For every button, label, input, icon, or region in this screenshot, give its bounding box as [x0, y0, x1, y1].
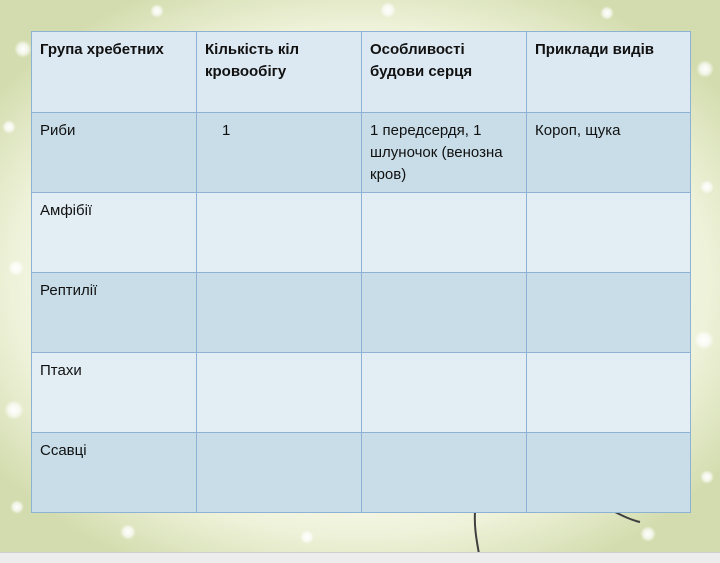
table-cell: Ссавці	[32, 433, 197, 513]
sparkle-decoration	[600, 6, 614, 20]
table-cell	[527, 273, 691, 353]
table-cell: Риби	[32, 113, 197, 193]
sparkle-decoration	[694, 330, 714, 350]
header-cell-heart-structure: Особливості будови серця	[362, 32, 527, 113]
table-cell: Амфібії	[32, 193, 197, 273]
table-row	[32, 113, 691, 193]
table-cell	[197, 193, 362, 273]
sparkle-decoration	[4, 400, 24, 420]
table-cell	[362, 353, 527, 433]
table-cell: Рептилії	[32, 273, 197, 353]
sparkle-decoration	[700, 470, 714, 484]
table-cell	[527, 433, 691, 513]
sparkle-decoration	[380, 2, 396, 18]
header-cell-circulation-count: Кількість кіл кровообігу	[197, 32, 362, 113]
sparkle-decoration	[700, 180, 714, 194]
branch-decoration	[455, 508, 655, 554]
header-cell-group: Група хребетних	[32, 32, 197, 113]
table-header-row	[32, 32, 691, 113]
table-row	[32, 273, 691, 353]
table-cell: Короп, щука	[527, 113, 691, 193]
header-cell-species-examples: Приклади видів	[527, 32, 691, 113]
table-row	[32, 353, 691, 433]
table-cell	[197, 273, 362, 353]
cell-text: 1	[222, 122, 231, 139]
table-cell	[197, 433, 362, 513]
table-cell	[197, 113, 362, 193]
sparkle-decoration	[300, 530, 314, 544]
vertebrates-circulation-table	[31, 31, 691, 513]
bottom-edge	[0, 552, 720, 563]
table-row	[32, 433, 691, 513]
sparkle-decoration	[150, 4, 164, 18]
sparkle-decoration	[2, 120, 16, 134]
sparkle-decoration	[120, 524, 136, 540]
sparkle-decoration	[10, 500, 24, 514]
sparkle-decoration	[8, 260, 24, 276]
table-cell	[527, 353, 691, 433]
table-cell	[362, 273, 527, 353]
table-row	[32, 193, 691, 273]
table-cell	[362, 193, 527, 273]
table-cell: 1 передсердя, 1 шлуночок (венозна кров)	[362, 113, 527, 193]
table-cell	[197, 353, 362, 433]
sparkle-decoration	[14, 40, 32, 58]
table-cell	[362, 433, 527, 513]
table-cell: Птахи	[32, 353, 197, 433]
table-cell	[527, 193, 691, 273]
sparkle-decoration	[696, 60, 714, 78]
